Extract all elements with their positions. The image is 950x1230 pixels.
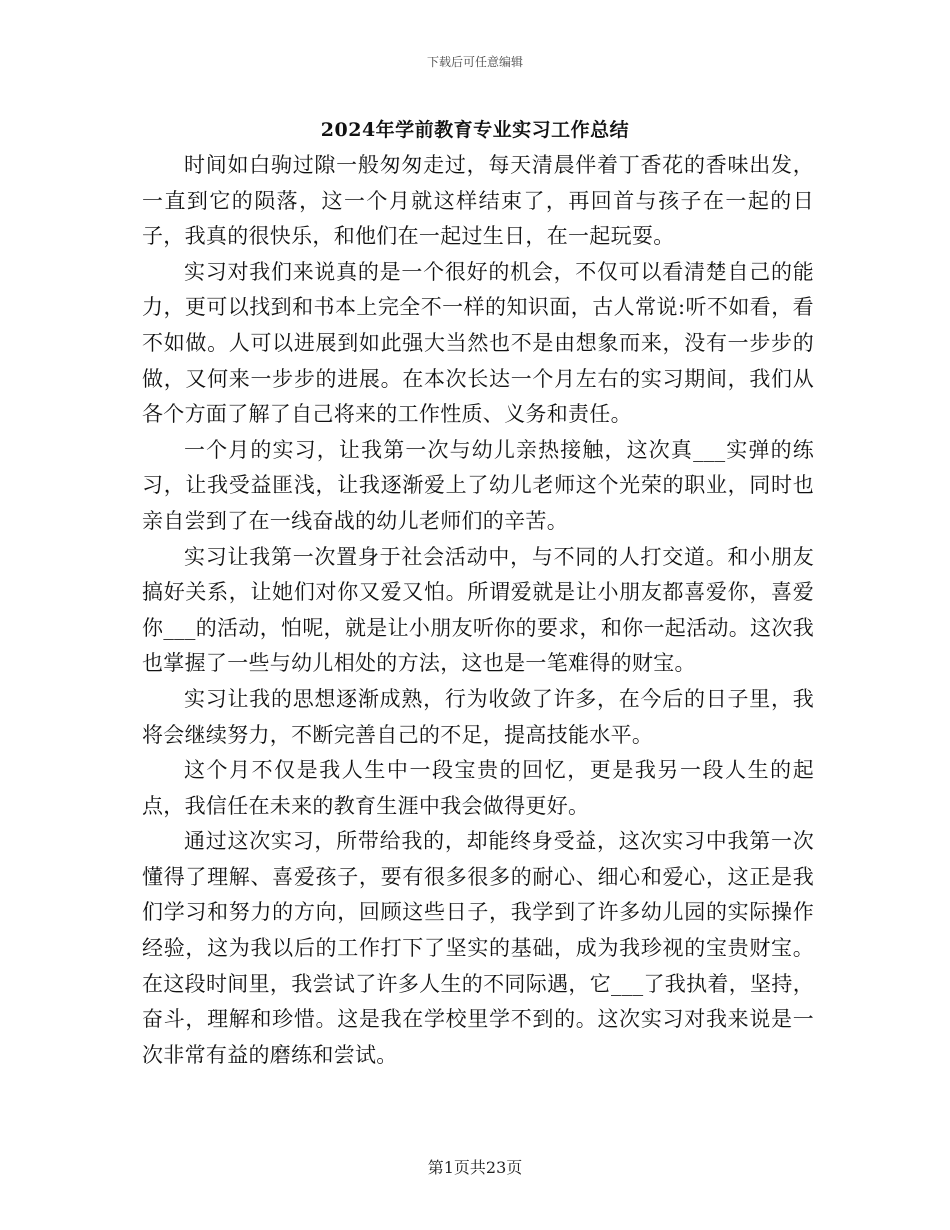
paragraph: 一个月的实习，让我第一次与幼儿亲热接触，这次真___实弹的练习，让我受益匪浅，让我逐渐爱上了幼儿老师这个光荣的职业，同时也亲自尝到了在一线奋战的幼儿老师们的辛苦。 <box>142 437 814 533</box>
paragraph: 时间如白驹过隙一般匆匆走过，每天清晨伴着丁香花的香味出发，一直到它的陨落，这一个月就这样结束了，再回首与孩子在一起的日子，我真的很快乐，和他们在一起过生日，在一起玩耍。 <box>142 153 814 249</box>
page-number: 第1页共23页 <box>427 1158 523 1177</box>
paragraph: 实习对我们来说真的是一个很好的机会，不仅可以看清楚自己的能力，更可以找到和书本上完全不一样的知识面，古人常说:听不如看，看不如做。人可以进展到如此强大当然也不是由想象而来，没有一步步的做，又何来一步步的进展。在本次长达一个月左右的实习期间，我们从各个方面了解了自己将来的工作性质、义务和责任。 <box>142 259 814 427</box>
document-title: 2024年学前教育专业实习工作总结 <box>320 119 630 141</box>
paragraph: 实习让我的思想逐渐成熟，行为收敛了许多，在今后的日子里，我将会继续努力，不断完善自己的不足，提高技能水平。 <box>142 686 814 747</box>
paragraph: 通过这次实习，所带给我的，却能终身受益，这次实习中我第一次懂得了理解、喜爱孩子，要有很多很多的耐心、细心和爱心，这正是我们学习和努力的方向，回顾这些日子，我学到了许多幼儿园的实际操作经验，这为我以后的工作打下了坚实的基础，成为我珍视的宝贵财宝。在这段时间里，我尝试了许多人生的不同际遇，它___了我执着，坚持，奋斗，理解和珍惜。这是我在学校里学不到的。这次实习对我来说是一次非常有益的磨练和尝试。 <box>142 829 814 1067</box>
header-note: 下载后可任意编辑 <box>426 55 523 69</box>
paragraph: 实习让我第一次置身于社会活动中，与不同的人打交道。和小朋友搞好关系，让她们对你又爱又怕。所谓爱就是让小朋友都喜爱你，喜爱你___的活动，怕呢，就是让小朋友听你的要求，和你一起活动。这次我也掌握了一些与幼儿相处的方法，这也是一笔难得的财宝。 <box>142 544 814 676</box>
document-body <box>142 148 814 1073</box>
paragraph: 这个月不仅是我人生中一段宝贵的回忆，更是我另一段人生的起点，我信任在未来的教育生涯中我会做得更好。 <box>142 758 814 818</box>
